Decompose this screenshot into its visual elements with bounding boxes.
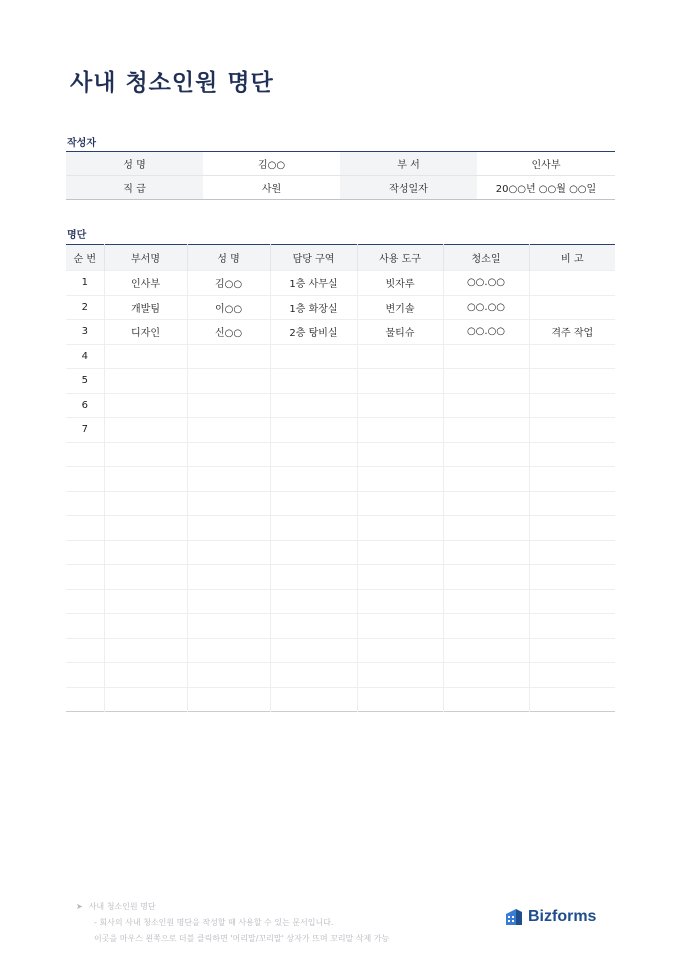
author-field-value[interactable]: 김○○ bbox=[203, 152, 340, 176]
roster-cell[interactable]: 7 bbox=[66, 418, 104, 443]
roster-cell[interactable]: 빗자루 bbox=[357, 271, 443, 296]
roster-table bbox=[66, 244, 615, 712]
roster-cell[interactable] bbox=[104, 540, 187, 565]
roster-cell[interactable] bbox=[66, 565, 104, 590]
roster-cell[interactable]: 2층 탕비실 bbox=[270, 320, 357, 345]
roster-section-label: 명단 bbox=[67, 230, 87, 241]
roster-cell[interactable] bbox=[104, 369, 187, 394]
roster-cell[interactable] bbox=[104, 418, 187, 443]
roster-cell[interactable] bbox=[66, 687, 104, 712]
roster-cell[interactable] bbox=[187, 369, 270, 394]
roster-cell[interactable] bbox=[187, 614, 270, 639]
roster-cell[interactable] bbox=[357, 614, 443, 639]
roster-cell[interactable] bbox=[529, 663, 615, 688]
roster-cell[interactable] bbox=[357, 516, 443, 541]
roster-cell[interactable] bbox=[357, 442, 443, 467]
roster-cell[interactable] bbox=[357, 491, 443, 516]
roster-cell[interactable] bbox=[270, 565, 357, 590]
roster-cell[interactable] bbox=[66, 442, 104, 467]
roster-cell[interactable]: 4 bbox=[66, 344, 104, 369]
table-row bbox=[66, 516, 615, 541]
author-field-label: 부 서 bbox=[340, 152, 477, 176]
roster-cell[interactable] bbox=[529, 344, 615, 369]
author-table bbox=[66, 151, 615, 200]
author-field-label: 작성일자 bbox=[340, 176, 477, 200]
table-row bbox=[66, 271, 615, 296]
roster-cell[interactable] bbox=[270, 344, 357, 369]
roster-cell[interactable] bbox=[187, 540, 270, 565]
footer-line-1: 사내 청소인원 명단 bbox=[88, 902, 156, 911]
roster-cell[interactable] bbox=[529, 638, 615, 663]
roster-cell[interactable] bbox=[270, 638, 357, 663]
roster-cell[interactable] bbox=[270, 663, 357, 688]
roster-cell[interactable]: ○○.○○ bbox=[443, 271, 529, 296]
table-row bbox=[66, 320, 615, 345]
roster-cell[interactable] bbox=[529, 687, 615, 712]
table-row bbox=[66, 393, 615, 418]
roster-cell[interactable] bbox=[357, 638, 443, 663]
roster-cell[interactable] bbox=[529, 442, 615, 467]
roster-cell[interactable]: 김○○ bbox=[187, 271, 270, 296]
roster-cell[interactable]: 인사부 bbox=[104, 271, 187, 296]
author-row bbox=[66, 176, 615, 200]
roster-cell[interactable]: 격주 작업 bbox=[529, 320, 615, 345]
roster-cell[interactable] bbox=[357, 540, 443, 565]
author-section-label: 작성자 bbox=[67, 138, 96, 149]
roster-cell[interactable] bbox=[357, 565, 443, 590]
roster-cell[interactable] bbox=[529, 271, 615, 296]
roster-column-header: 사용 도구 bbox=[357, 245, 443, 271]
roster-cell[interactable] bbox=[443, 589, 529, 614]
roster-cell[interactable] bbox=[187, 442, 270, 467]
roster-cell[interactable] bbox=[443, 638, 529, 663]
roster-cell[interactable] bbox=[66, 516, 104, 541]
roster-cell[interactable] bbox=[357, 418, 443, 443]
roster-column-header: 비 고 bbox=[529, 245, 615, 271]
roster-cell[interactable] bbox=[443, 442, 529, 467]
roster-cell[interactable] bbox=[104, 663, 187, 688]
roster-cell[interactable] bbox=[443, 369, 529, 394]
author-field-value[interactable]: 인사부 bbox=[477, 152, 615, 176]
table-row bbox=[66, 614, 615, 639]
roster-cell[interactable] bbox=[104, 344, 187, 369]
roster-cell[interactable] bbox=[104, 565, 187, 590]
roster-cell[interactable]: 변기솔 bbox=[357, 295, 443, 320]
roster-cell[interactable] bbox=[357, 467, 443, 492]
roster-cell[interactable] bbox=[357, 369, 443, 394]
building-logo-icon bbox=[504, 908, 524, 926]
roster-cell[interactable] bbox=[270, 442, 357, 467]
roster-cell[interactable] bbox=[104, 589, 187, 614]
roster-header-row bbox=[66, 245, 615, 271]
roster-cell[interactable]: ○○.○○ bbox=[443, 295, 529, 320]
bizforms-logo bbox=[504, 908, 596, 926]
roster-cell[interactable] bbox=[529, 393, 615, 418]
triangle-bullet-icon: ➤ bbox=[76, 902, 83, 911]
table-row bbox=[66, 418, 615, 443]
roster-cell[interactable] bbox=[104, 638, 187, 663]
roster-cell[interactable] bbox=[187, 393, 270, 418]
roster-cell[interactable] bbox=[270, 589, 357, 614]
roster-cell[interactable] bbox=[187, 589, 270, 614]
roster-cell[interactable] bbox=[529, 467, 615, 492]
table-row bbox=[66, 663, 615, 688]
roster-cell[interactable] bbox=[529, 418, 615, 443]
roster-cell[interactable]: 신○○ bbox=[187, 320, 270, 345]
roster-cell[interactable] bbox=[529, 295, 615, 320]
table-row bbox=[66, 638, 615, 663]
table-row bbox=[66, 344, 615, 369]
author-field-label: 직 급 bbox=[66, 176, 203, 200]
roster-cell[interactable] bbox=[66, 614, 104, 639]
roster-cell[interactable] bbox=[270, 687, 357, 712]
roster-cell[interactable] bbox=[443, 663, 529, 688]
roster-cell[interactable] bbox=[187, 663, 270, 688]
footer-note bbox=[76, 899, 389, 947]
table-row bbox=[66, 565, 615, 590]
roster-cell[interactable] bbox=[66, 491, 104, 516]
roster-cell[interactable] bbox=[443, 565, 529, 590]
roster-cell[interactable] bbox=[104, 467, 187, 492]
roster-cell[interactable] bbox=[104, 491, 187, 516]
roster-cell[interactable] bbox=[529, 516, 615, 541]
roster-cell[interactable] bbox=[443, 614, 529, 639]
roster-cell[interactable] bbox=[66, 663, 104, 688]
roster-cell[interactable]: 5 bbox=[66, 369, 104, 394]
roster-column-header: 성 명 bbox=[187, 245, 270, 271]
roster-column-header: 담당 구역 bbox=[270, 245, 357, 271]
table-row bbox=[66, 589, 615, 614]
roster-column-header: 부서명 bbox=[104, 245, 187, 271]
roster-cell[interactable]: 물티슈 bbox=[357, 320, 443, 345]
roster-column-header: 청소일 bbox=[443, 245, 529, 271]
footer-line-2: - 회사의 사내 청소인원 명단을 작성할 때 사용할 수 있는 문서입니다. bbox=[94, 918, 334, 927]
roster-cell[interactable] bbox=[357, 344, 443, 369]
roster-cell[interactable] bbox=[187, 491, 270, 516]
table-row bbox=[66, 295, 615, 320]
roster-cell[interactable]: 개발팀 bbox=[104, 295, 187, 320]
roster-cell[interactable] bbox=[529, 491, 615, 516]
table-row bbox=[66, 467, 615, 492]
roster-cell[interactable]: 1 bbox=[66, 271, 104, 296]
roster-cell[interactable] bbox=[357, 687, 443, 712]
author-row bbox=[66, 152, 615, 176]
roster-cell[interactable] bbox=[270, 418, 357, 443]
roster-cell[interactable] bbox=[443, 393, 529, 418]
table-row bbox=[66, 491, 615, 516]
roster-cell[interactable] bbox=[443, 418, 529, 443]
roster-cell[interactable] bbox=[270, 467, 357, 492]
roster-cell[interactable] bbox=[357, 589, 443, 614]
roster-cell[interactable] bbox=[104, 393, 187, 418]
table-row bbox=[66, 540, 615, 565]
roster-cell[interactable]: 3 bbox=[66, 320, 104, 345]
roster-cell[interactable] bbox=[66, 467, 104, 492]
roster-cell[interactable] bbox=[529, 589, 615, 614]
roster-cell[interactable] bbox=[357, 663, 443, 688]
roster-cell[interactable] bbox=[443, 540, 529, 565]
roster-cell[interactable]: 2 bbox=[66, 295, 104, 320]
roster-cell[interactable] bbox=[104, 516, 187, 541]
roster-cell[interactable] bbox=[443, 467, 529, 492]
table-row bbox=[66, 687, 615, 712]
table-row bbox=[66, 369, 615, 394]
roster-cell[interactable] bbox=[529, 614, 615, 639]
roster-cell[interactable] bbox=[270, 516, 357, 541]
document-title: 사내 청소인원 명단 bbox=[70, 70, 274, 96]
roster-column-header: 순 번 bbox=[66, 245, 104, 271]
table-row bbox=[66, 442, 615, 467]
roster-cell[interactable] bbox=[104, 687, 187, 712]
roster-cell[interactable] bbox=[443, 491, 529, 516]
roster-cell[interactable] bbox=[529, 369, 615, 394]
roster-cell[interactable] bbox=[443, 516, 529, 541]
roster-cell[interactable] bbox=[187, 467, 270, 492]
roster-cell[interactable] bbox=[187, 516, 270, 541]
roster-cell[interactable] bbox=[66, 589, 104, 614]
roster-cell[interactable] bbox=[443, 687, 529, 712]
roster-cell[interactable] bbox=[187, 565, 270, 590]
roster-cell[interactable] bbox=[270, 393, 357, 418]
roster-cell[interactable] bbox=[187, 687, 270, 712]
roster-cell[interactable]: 1층 화장실 bbox=[270, 295, 357, 320]
roster-cell[interactable] bbox=[187, 638, 270, 663]
author-field-value[interactable]: 20○○년 ○○월 ○○일 bbox=[477, 176, 615, 200]
logo-text: Bizforms bbox=[528, 908, 597, 925]
roster-cell[interactable] bbox=[66, 638, 104, 663]
roster-cell[interactable] bbox=[104, 614, 187, 639]
roster-cell[interactable] bbox=[357, 393, 443, 418]
roster-cell[interactable]: 이○○ bbox=[187, 295, 270, 320]
roster-cell[interactable] bbox=[270, 491, 357, 516]
roster-cell[interactable] bbox=[529, 540, 615, 565]
roster-cell[interactable] bbox=[66, 540, 104, 565]
roster-cell[interactable] bbox=[187, 418, 270, 443]
roster-cell[interactable] bbox=[104, 442, 187, 467]
roster-cell[interactable] bbox=[187, 344, 270, 369]
roster-cell[interactable] bbox=[270, 614, 357, 639]
roster-cell[interactable]: 6 bbox=[66, 393, 104, 418]
roster-cell[interactable] bbox=[529, 565, 615, 590]
footer-line-3: 이곳을 마우스 왼쪽으로 더블 클릭하면 '머리말/꼬리말' 상자가 뜨며 꼬리말 삭제 가능 bbox=[94, 934, 390, 943]
author-field-label: 성 명 bbox=[66, 152, 203, 176]
roster-cell[interactable] bbox=[270, 540, 357, 565]
roster-cell[interactable]: 1층 사무실 bbox=[270, 271, 357, 296]
roster-cell[interactable] bbox=[443, 344, 529, 369]
author-field-value[interactable]: 사원 bbox=[203, 176, 340, 200]
roster-cell[interactable]: 디자인 bbox=[104, 320, 187, 345]
roster-cell[interactable]: ○○.○○ bbox=[443, 320, 529, 345]
roster-cell[interactable] bbox=[270, 369, 357, 394]
